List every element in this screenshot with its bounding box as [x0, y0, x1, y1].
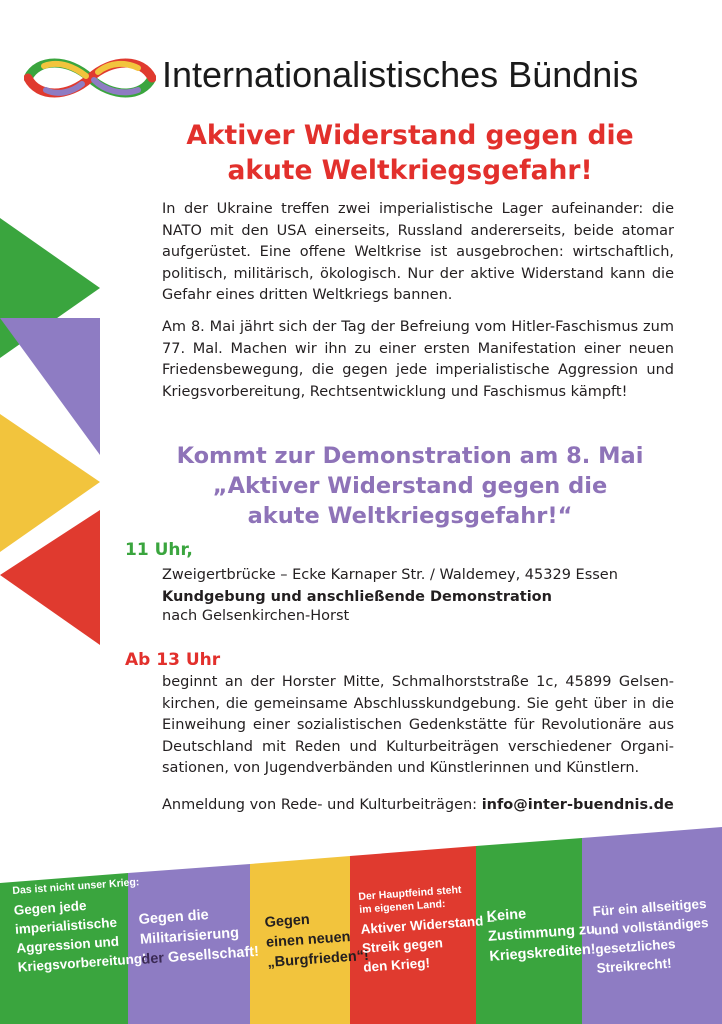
- slogan-1-line-4: Kriegsvorbereitung!: [17, 950, 147, 975]
- slogan-6-line-3: gesetzliches: [594, 936, 676, 957]
- slogan-2-line-2: Militarisierung: [139, 925, 240, 948]
- slogan-2: [138, 902, 260, 970]
- slogan-1-line-3: Aggression und: [15, 933, 120, 956]
- call-line-2: „Aktiver Widerstand gegen die: [212, 473, 608, 499]
- event1-place: Zweigertbrücke – Ecke Karnaper Str. / Waldemey, 45329 Essen: [162, 567, 618, 583]
- slogan-6-line-1: Für ein allseitiges: [592, 896, 707, 919]
- slogan-4-intro-1: Der Hauptfeind steht: [358, 883, 462, 903]
- event1-destination: nach Gelsenkirchen-Horst: [162, 608, 350, 624]
- event1-time: 11 Uhr,: [125, 540, 193, 560]
- slogan-2-word: Gesellschaft!: [167, 943, 260, 967]
- slogan-2-line-1: Gegen die: [138, 907, 210, 928]
- intro-paragraph-2: Am 8. Mai jährt sich der Tag der Befreiung vom Hitler-Faschismus zum 77. Mal. Machen wir ihn zu einer ersten Manifestation einer neuen Friedensbewegung, die gegen jede imperialistische Aggression und Kriegsvorbereitung, Rechtsentwicklung und Faschismus kämpft!: [162, 319, 674, 400]
- slogan-4: [358, 882, 498, 977]
- slogan-5-line-2: Zustimmung zu: [487, 921, 596, 945]
- slogan-3-line-1: Gegen: [264, 911, 311, 931]
- headline-line-1: Aktiver Widerstand gegen die: [186, 120, 634, 151]
- headline-line-2: akute Weltkriegsgefahr!: [227, 155, 593, 186]
- slogan-2-der: der: [140, 950, 165, 968]
- slogan-6-line-2: und vollständiges: [593, 914, 709, 938]
- call-line-3: akute Weltkriegsgefahr!“: [247, 503, 573, 529]
- slogan-1-intro: Das ist nicht unser Krieg:: [12, 876, 140, 897]
- registration-email[interactable]: info@inter-buendnis.de: [481, 797, 674, 813]
- event2-text: beginnt an der Horster Mitte, Schmalhorststraße 1c, 45899 Gelsenkirchen, die gemeinsame Abschlusskundgebung. Sie geht über in die Einweihung einer sozialistischen Gedenkstätte für Revolutionäre aus Deutschland mit Reden und Kulturbeiträgen verschiedener Organisationen, von Jugendverbänden und Künstlerinnen und Künstlern.: [162, 674, 674, 776]
- slogan-4-line-2: Streik gegen: [361, 935, 444, 956]
- slogan-5-line-3: Kriegskrediten!: [488, 941, 597, 965]
- call-line-1: Kommt zur Demonstration am 8. Mai: [176, 443, 644, 469]
- slogan-3-line-2: einen neuen: [265, 929, 352, 951]
- slogan-1: [12, 876, 147, 977]
- slogan-4-line-1: Aktiver Widerstand –: [360, 912, 496, 937]
- slogan-6: [592, 894, 712, 978]
- slogan-5: [486, 900, 597, 967]
- slogan-6-line-4: Streikrecht!: [596, 955, 673, 976]
- intro-paragraph-1: In der Ukraine treffen zwei imperialistische Lager aufeinander: die NATO mit den USA einerseits, Russland andererseits, beide atomar aufgerüstet. Eine offene Weltkrise ist ausgebrochen: wirtschaftlich, politisch, militärisch, ökologisch. Nur der aktive Widerstand kann die Gefahr eines dritten Weltkriegs bannen.: [162, 201, 674, 303]
- slogan-3-line-3: „Burgfrieden“!: [266, 947, 370, 971]
- organization-name: Internationalistisches Bündnis: [162, 54, 639, 95]
- event1-what: Kundgebung und anschließende Demonstration: [162, 589, 552, 605]
- slogan-4-line-3: den Krieg!: [362, 955, 431, 975]
- slogan-5-line-1: Keine: [486, 906, 527, 925]
- registration-label: Anmeldung von Rede- und Kulturbeiträgen:: [162, 797, 478, 813]
- slogan-4-intro-2: im eigenen Land:: [358, 897, 446, 916]
- slogan-1-line-1: Gegen jede: [13, 897, 87, 918]
- slogan-3: [264, 906, 369, 973]
- event2-time: Ab 13 Uhr: [125, 650, 221, 670]
- slogan-1-line-2: imperialistische: [14, 914, 118, 937]
